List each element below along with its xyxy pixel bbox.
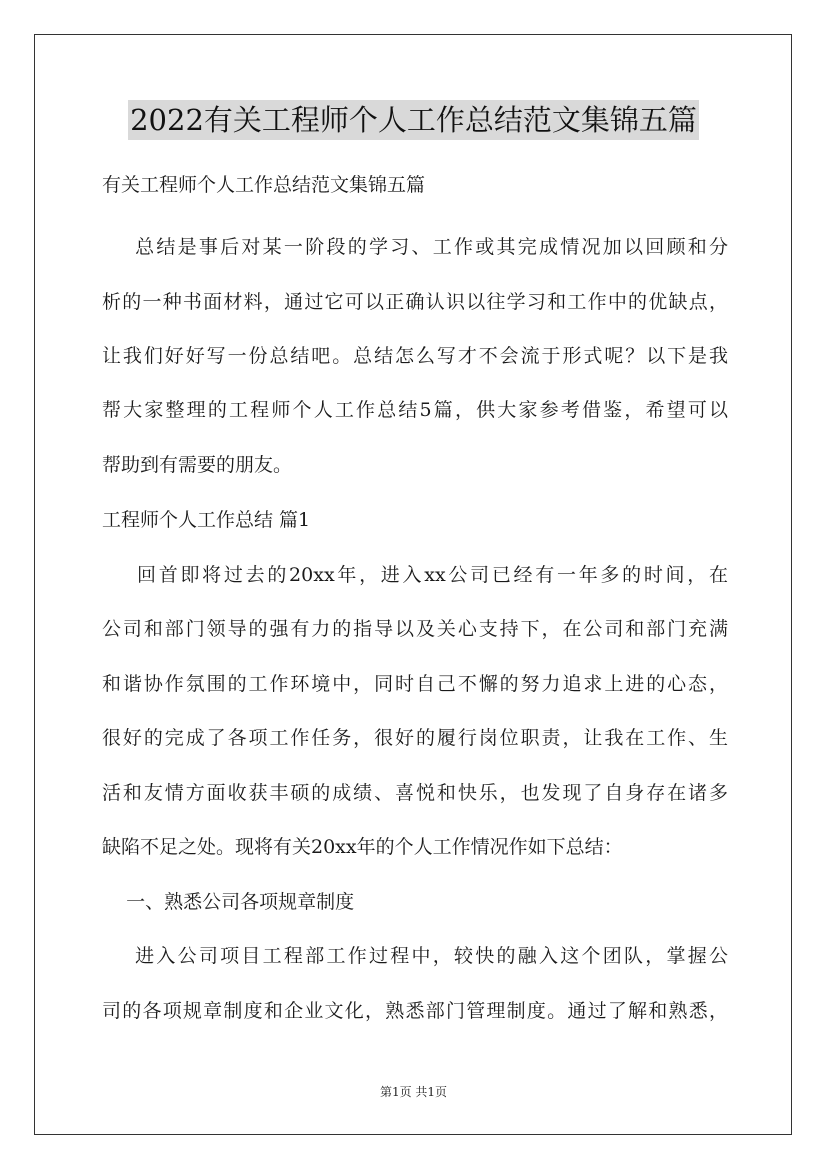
body-line: 缺陷不足之处。现将有关20xx年的个人工作情况作如下总结： bbox=[102, 836, 623, 858]
body-line: 帮助到有需要的朋友。 bbox=[102, 454, 293, 476]
body-line: 让我们好好写一份总结吧。总结怎么写才不会流于形式呢？以下是我 bbox=[102, 345, 728, 367]
body-line: 活和友情方面收获丰硕的成绩、喜悦和快乐，也发现了自身存在诸多 bbox=[102, 782, 728, 804]
body-line: 和谐协作氛围的工作环境中，同时自己不懈的努力追求上进的心态， bbox=[102, 673, 728, 695]
body-line: 司的各项规章制度和企业文化，熟悉部门管理制度。通过了解和熟悉， bbox=[102, 1000, 728, 1022]
section-heading: 工程师个人工作总结 篇1 bbox=[102, 509, 311, 531]
body-line: 总结是事后对某一阶段的学习、工作或其完成情况加以回顾和分 bbox=[102, 236, 728, 258]
body-line: 回首即将过去的20xx年，进入xx公司已经有一年多的时间，在 bbox=[102, 564, 728, 586]
body-line: 进入公司项目工程部工作过程中，较快的融入这个团队，掌握公 bbox=[102, 945, 728, 967]
body-line-subtitle: 有关工程师个人工作总结范文集锦五篇 bbox=[102, 174, 426, 196]
subsection-heading: 一、熟悉公司各项规章制度 bbox=[102, 891, 355, 913]
document-title: 2022有关工程师个人工作总结范文集锦五篇 bbox=[128, 100, 699, 140]
title-container bbox=[0, 100, 827, 140]
body-line: 帮大家整理的工程师个人工作总结5篇，供大家参考借鉴，希望可以 bbox=[102, 399, 728, 421]
page-number-footer: 第1页 共1页 bbox=[379, 1085, 448, 1099]
body-line: 析的一种书面材料，通过它可以正确认识以往学习和工作中的优缺点， bbox=[102, 291, 728, 313]
body-line: 很好的完成了各项工作任务，很好的履行岗位职责，让我在工作、生 bbox=[102, 727, 728, 749]
body-line: 公司和部门领导的强有力的指导以及关心支持下，在公司和部门充满 bbox=[102, 618, 728, 640]
